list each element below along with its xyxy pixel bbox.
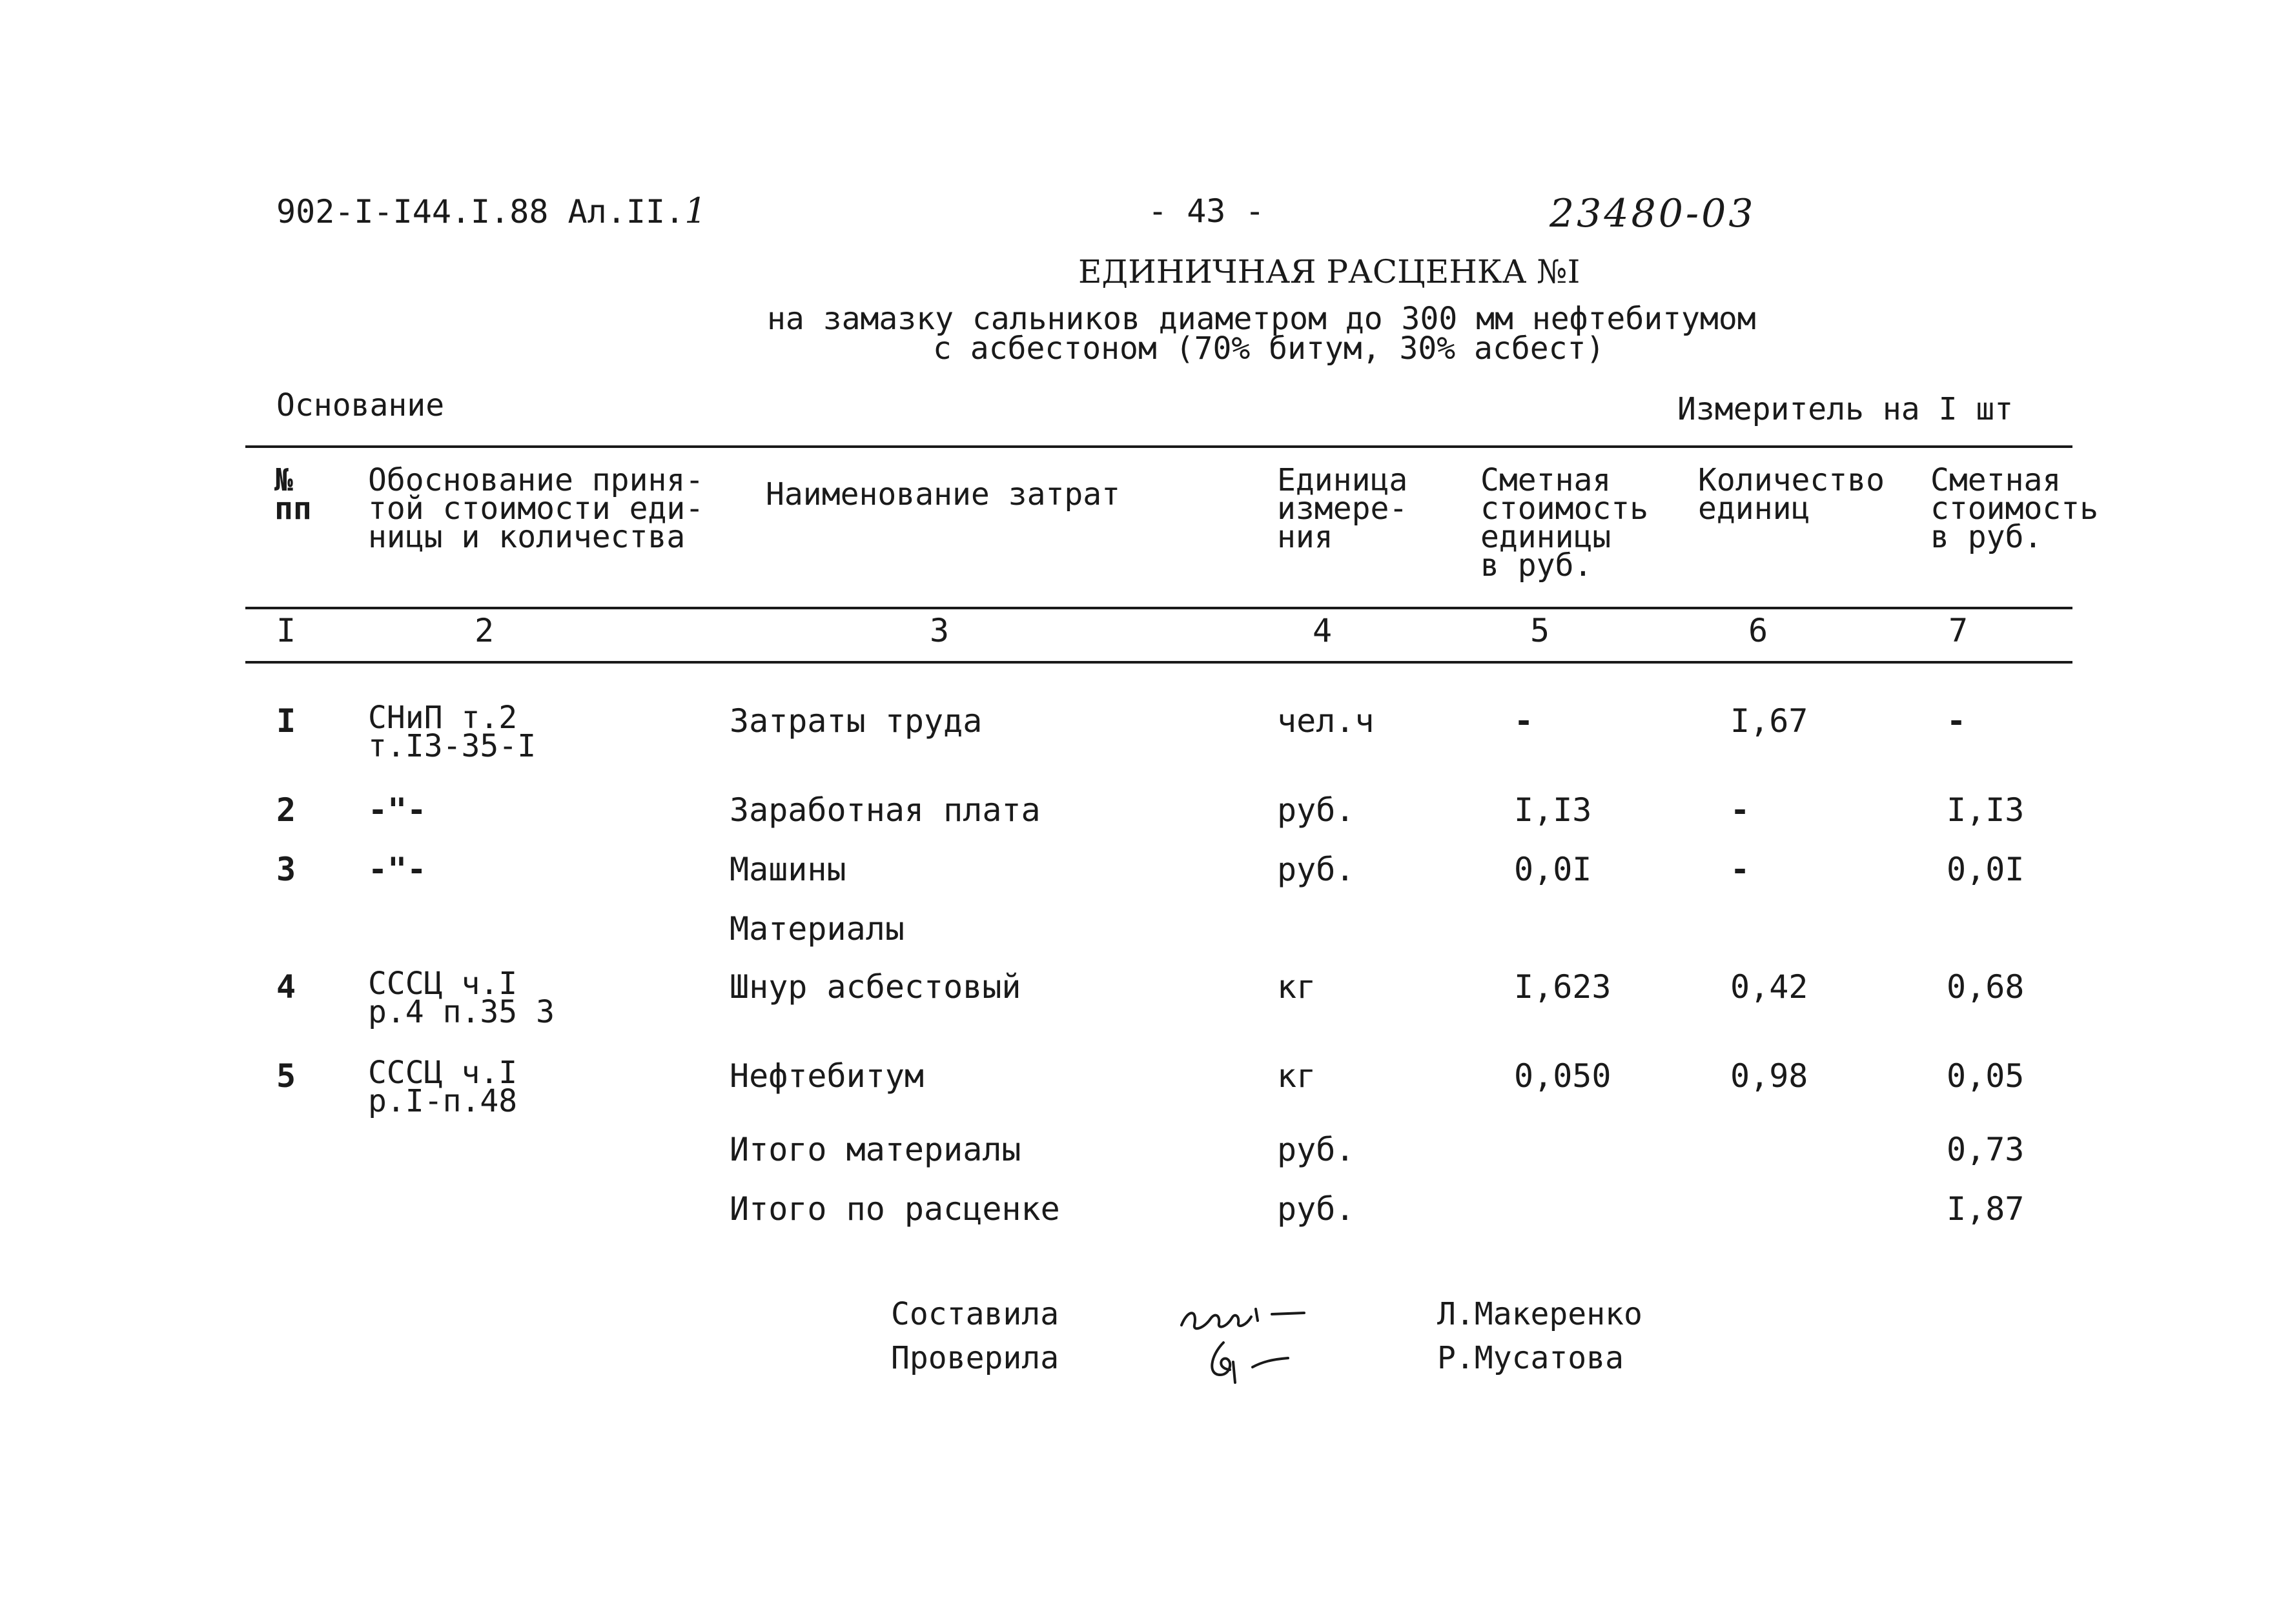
handwritten-number: 23480-03 <box>1550 191 1756 236</box>
row-unit-cost: 0,0I <box>1514 851 1592 888</box>
row-total-cost: 0,73 <box>1947 1131 2025 1168</box>
document-code-text: 902-I-I44.I.88 Ал.II. <box>276 193 685 230</box>
row-basis: -"- <box>368 791 427 829</box>
row-total-cost: - <box>1947 702 1967 740</box>
document-code-handwritten-mark: 1 <box>684 190 707 231</box>
checked-label: Проверила <box>891 1340 1059 1376</box>
row-basis: СССЦ ч.I р.4 п.35 3 <box>368 966 555 1030</box>
row-unit-cost: I,I3 <box>1514 791 1592 829</box>
header-quantity: Количество единиц <box>1698 462 1885 527</box>
row-unit: чел.ч <box>1277 702 1375 740</box>
table-column-number-rule <box>245 661 2072 664</box>
row-number: 2 <box>276 791 296 829</box>
header-unit-cost: Сметная стоимость единицы в руб. <box>1480 462 1649 584</box>
row-quantity: - <box>1730 791 1750 829</box>
row-total-cost: 0,68 <box>1947 968 2025 1006</box>
row-unit: руб. <box>1277 851 1355 888</box>
row-cost-name: Итого по расценке <box>730 1190 1060 1228</box>
row-unit-cost: I,623 <box>1514 968 1611 1006</box>
row-basis: СНиП т.2 т.I3-35-I <box>368 700 537 764</box>
header-cost-name: Наименование затрат <box>766 476 1121 513</box>
page-title: ЕДИНИЧНАЯ РАСЦЕНКА №I <box>1078 253 1580 290</box>
row-unit: руб. <box>1277 1190 1355 1228</box>
compiled-label: Составила <box>891 1296 1059 1332</box>
table-top-rule <box>245 445 2072 448</box>
header-unit: Единица измере- ния <box>1277 462 1408 555</box>
basis-label: Основание <box>276 387 445 423</box>
row-cost-name: Итого материалы <box>730 1131 1021 1168</box>
row-unit: кг <box>1277 1057 1316 1095</box>
row-cost-name: Нефтебитум <box>730 1057 925 1095</box>
row-total-cost: 0,05 <box>1947 1057 2025 1095</box>
row-quantity: - <box>1730 851 1750 888</box>
checked-signature <box>1198 1330 1314 1388</box>
compiled-name: Л.Макеренко <box>1437 1296 1642 1332</box>
row-basis: -"- <box>368 851 427 888</box>
materials-group-label: Материалы <box>730 910 905 948</box>
row-total-cost: I,87 <box>1947 1190 2025 1228</box>
row-unit-cost: - <box>1514 702 1534 740</box>
measure-label: Измеритель на I шт <box>1677 391 2014 427</box>
column-number: 3 <box>930 612 950 649</box>
page-number: - 43 - <box>1148 192 1265 230</box>
row-unit: руб. <box>1277 1131 1355 1168</box>
row-cost-name: Заработная плата <box>730 791 1041 829</box>
row-unit: кг <box>1277 968 1316 1006</box>
header-basis: Обоснование приня- той стоимости еди- ницы и количества <box>368 462 704 555</box>
table-header-rule <box>245 607 2072 609</box>
header-total-cost: Сметная стоимость в руб. <box>1930 462 2099 555</box>
column-number: I <box>276 612 296 649</box>
row-basis: СССЦ ч.I р.I-п.48 <box>368 1055 518 1119</box>
row-total-cost: I,I3 <box>1947 791 2025 829</box>
row-number: 3 <box>276 851 296 888</box>
header-number: № пп <box>274 462 312 527</box>
column-number: 5 <box>1530 612 1550 649</box>
column-number: 4 <box>1313 612 1333 649</box>
row-cost-name: Машины <box>730 851 846 888</box>
row-number: 4 <box>276 968 296 1006</box>
column-number: 2 <box>475 612 495 649</box>
subtitle-line-2: с асбестоном (70% битум, 30% асбест) <box>933 330 1605 367</box>
row-number: I <box>276 702 296 740</box>
row-quantity: I,67 <box>1730 702 1808 740</box>
row-number: 5 <box>276 1057 296 1095</box>
row-unit: руб. <box>1277 791 1355 829</box>
subtitle-line-1: на замазку сальников диаметром до 300 мм нефтебитумом <box>767 301 1756 337</box>
row-total-cost: 0,0I <box>1947 851 2025 888</box>
row-cost-name: Затраты труда <box>730 702 983 740</box>
row-quantity: 0,42 <box>1730 968 1808 1006</box>
row-unit-cost: 0,050 <box>1514 1057 1611 1095</box>
row-quantity: 0,98 <box>1730 1057 1808 1095</box>
column-number: 6 <box>1748 612 1768 649</box>
row-cost-name: Шнур асбестовый <box>730 968 1021 1006</box>
document-code <box>276 190 707 231</box>
column-number: 7 <box>1949 612 1969 649</box>
checked-name: Р.Мусатова <box>1437 1340 1624 1376</box>
